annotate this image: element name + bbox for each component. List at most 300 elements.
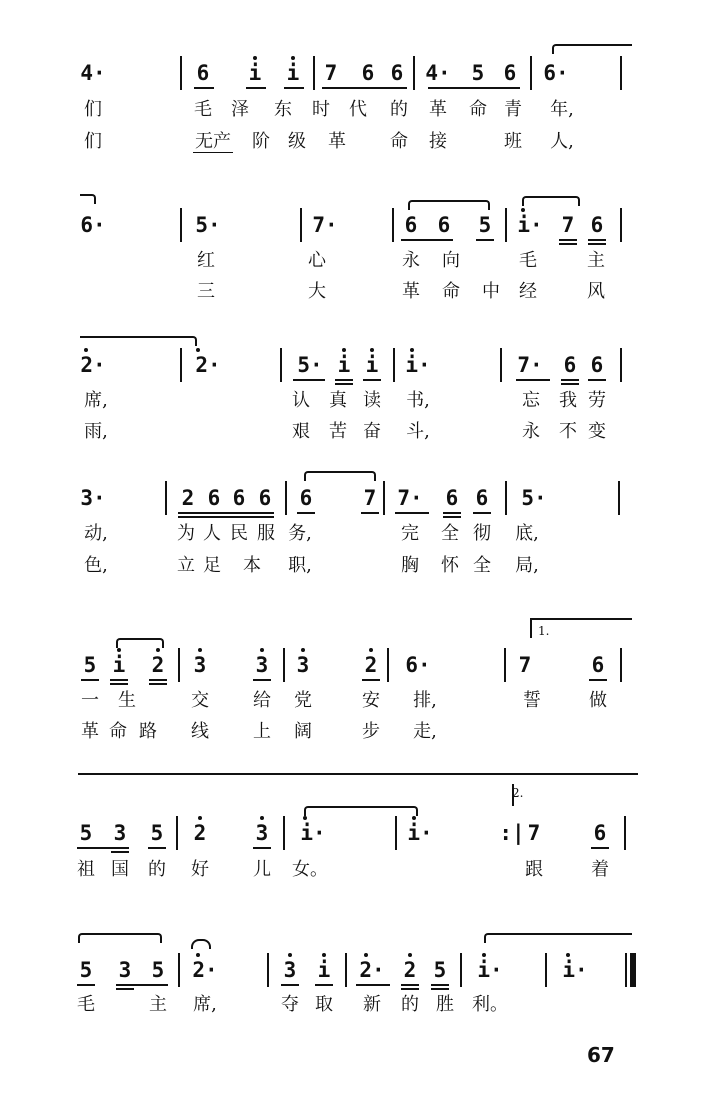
lyric: 生 [118,690,136,711]
note: 2· [80,353,106,377]
lyric: 阶 [252,131,270,152]
underline [253,679,271,681]
note: 4· [425,61,451,85]
barline [165,481,167,515]
note: 6 [258,486,272,510]
underline [281,984,299,986]
lyric: 民 [230,523,248,544]
high-dot [370,348,374,352]
lyric: 书, [406,390,430,411]
lyric: 革 [429,99,447,120]
note: 6 [196,61,210,85]
lyric: 本 [243,555,261,576]
lyric: 取 [315,994,333,1015]
lyric: 三 [197,281,215,302]
lyric: 劳 [588,390,606,411]
tie [552,44,632,54]
underline [149,683,167,685]
note: 5 [151,958,165,982]
lyric: 主 [149,994,167,1015]
high-dot [198,648,202,652]
lyric: 利。 [472,994,508,1015]
lyric: 一 [81,690,99,711]
lyric: 女。 [292,859,328,880]
lyric: 认 [292,390,310,411]
lyric: 青 [504,99,522,120]
underline [193,152,233,153]
note: 7 [561,213,575,237]
underline [443,516,461,518]
lyric: 代 [349,99,367,120]
lyric: 色, [84,555,108,576]
note: i· [477,958,503,982]
note: i· [517,213,543,237]
barline [392,208,394,242]
underline [431,984,449,986]
high-dot [253,56,257,60]
barline [178,648,180,682]
underline [401,984,419,986]
note: 4· [80,61,106,85]
barline [176,816,178,850]
underline [297,512,315,514]
lyric: 命 [442,281,460,302]
note: 5 [79,821,93,845]
lyric: 足 [203,555,221,576]
high-dot [322,953,326,957]
lyric: 革 [81,721,99,742]
lyric: 为 [177,523,195,544]
lyric: 全 [441,523,459,544]
note: 2· [195,353,221,377]
lyric: 儿 [253,859,271,880]
note: 6 [593,821,607,845]
lyric: 上 [253,721,271,742]
underline [431,988,449,990]
note: 3 [193,653,207,677]
barline [345,953,347,987]
note: 2 [403,958,417,982]
lyric: 排, [413,690,437,711]
lyric: 步 [362,721,380,742]
underline [361,512,379,514]
note: 6 [590,213,604,237]
lyric: 国 [111,859,129,880]
lyric: 党 [294,690,312,711]
underline [559,239,577,241]
note: 3 [113,821,127,845]
underline [589,679,607,681]
lyric: 雨, [84,421,108,442]
note: 6· [405,653,431,677]
lyric: 接 [429,131,447,152]
barline [383,481,385,515]
barline [500,348,502,382]
barline [387,648,389,682]
note: 3 [296,653,310,677]
high-dot [303,816,307,820]
note: 3 [255,821,269,845]
underline [81,679,99,681]
barline [620,56,622,90]
lyric: 着 [591,859,609,880]
high-dot [408,953,412,957]
high-dot [196,953,200,957]
barline [393,348,395,382]
lyric: 务, [288,523,312,544]
lyric: 东 [274,99,292,120]
underline [363,379,381,381]
underline [178,512,274,514]
underline [588,239,606,241]
note: 5 [478,213,492,237]
lyric: 艰 [292,421,310,442]
system-2 [0,190,701,310]
lyric: 跟 [525,859,543,880]
lyric: 彻 [473,523,491,544]
tie [116,638,164,648]
note: 7· [397,486,423,510]
note: 6 [207,486,221,510]
note: 7· [517,353,543,377]
lyric: 不 [559,421,577,442]
underline [284,87,304,89]
lyric: 班 [504,131,522,152]
barline [180,56,182,90]
note: 2 [181,486,195,510]
lyric: 人, [550,131,574,152]
fermata-icon [191,939,211,949]
note: 6 [591,653,605,677]
lyric: 斗, [406,421,430,442]
barline [460,953,462,987]
lyric: 命 [390,131,408,152]
underline [401,988,419,990]
lyric: 走, [413,721,437,742]
underline [111,851,129,853]
note: 6 [299,486,313,510]
lyric: 祖 [77,859,95,880]
lyric: 线 [191,721,209,742]
note: 5 [433,958,447,982]
lyric: 时 [312,99,330,120]
note: 5· [297,353,323,377]
high-dot [84,348,88,352]
tie [408,200,490,210]
system-3 [0,330,701,450]
barline [545,953,547,987]
underline [588,379,606,381]
high-dot [196,348,200,352]
lyric: 经 [519,281,537,302]
note: 6· [80,213,106,237]
lyric: 的 [401,994,419,1015]
underline [516,379,550,381]
note: 6 [404,213,418,237]
barline [283,816,285,850]
high-dot [521,208,525,212]
underline [561,379,579,381]
lyric: 好 [191,859,209,880]
tie [522,196,580,206]
note: 6 [437,213,451,237]
lyric: 立 [177,555,195,576]
note: 6 [445,486,459,510]
underline [561,383,579,385]
barline [300,208,302,242]
high-dot [156,648,160,652]
note: i [365,353,379,377]
barline [283,648,285,682]
note: 5 [79,958,93,982]
volta-label: 2. [512,786,524,800]
barline [620,208,622,242]
underline [476,239,494,241]
lyric: 奋 [363,421,381,442]
lyric: 人 [203,523,221,544]
lyric: 毛 [77,994,95,1015]
underline [335,383,353,385]
lyric: 席, [193,994,217,1015]
lyric: 变 [588,421,606,442]
underline [473,512,491,514]
system-1 [0,40,701,150]
barline [620,348,622,382]
barline [505,481,507,515]
lyric: 们 [84,99,102,120]
note: 7 [518,653,532,677]
note: 5 [150,821,164,845]
note: 3 [118,958,132,982]
underline [116,984,168,986]
lyric: 无产 [195,131,231,152]
high-dot [364,953,368,957]
lyric: 的 [390,99,408,120]
note: 6 [503,61,517,85]
lyric: 们 [84,131,102,152]
barline [178,953,180,987]
lyric: 中 [482,281,500,302]
note: 2 [151,653,165,677]
lyric: 底, [515,523,539,544]
tie [78,933,162,943]
barline [625,953,627,987]
note: 2 [193,821,207,845]
lyric: 读 [363,390,381,411]
tie [304,471,376,481]
note: i [286,61,300,85]
note: 6 [361,61,375,85]
lyric: 的 [148,859,166,880]
note: 5· [521,486,547,510]
system-4 [0,465,701,585]
high-dot [291,56,295,60]
page-number: 67 [587,1043,615,1067]
divider-line [78,773,638,775]
lyric: 阔 [294,721,312,742]
lyric: 红 [197,250,215,271]
system-5 [0,610,701,750]
underline [443,512,461,514]
lyric: 毛 [194,99,212,120]
volta-label: 1. [538,624,550,638]
barline [505,208,507,242]
note: 6· [543,61,569,85]
note: 7 [324,61,338,85]
underline [246,87,266,89]
barline [530,56,532,90]
lyric: 职, [288,555,312,576]
underline [148,847,166,849]
note: 7 [527,821,541,845]
lyric: 胜 [436,994,454,1015]
note: 6 [475,486,489,510]
note: i [337,353,351,377]
high-dot [410,348,414,352]
tie [80,194,96,204]
lyric: 新 [363,994,381,1015]
barline [413,56,415,90]
lyric: 胸 [401,555,419,576]
lyric: 给 [253,690,271,711]
note: 6 [390,61,404,85]
lyric: 向 [442,250,460,271]
barline [180,348,182,382]
note: i [317,958,331,982]
lyric: 全 [473,555,491,576]
tie [484,933,632,943]
system-7 [0,925,701,1025]
barline [285,481,287,515]
high-dot [117,648,121,652]
underline [194,87,214,89]
lyric: 革 [328,131,346,152]
underline [428,87,520,89]
lyric: 誓 [523,690,541,711]
note: i· [562,958,588,982]
barline [280,348,282,382]
note: 5· [195,213,221,237]
note: 7· [312,213,338,237]
barline [313,56,315,90]
lyric: 主 [587,250,605,271]
lyric: 泽 [231,99,249,120]
barline [180,208,182,242]
lyric: 苦 [329,421,347,442]
note: i [112,653,126,677]
barline [620,648,622,682]
barline [624,816,626,850]
note: i· [407,821,433,845]
underline [77,847,129,849]
lyric: 交 [191,690,209,711]
barline [267,953,269,987]
underline [116,988,134,990]
lyric: 服 [257,523,275,544]
barline [395,816,397,850]
high-dot [482,953,486,957]
note: 6 [563,353,577,377]
note: 2· [359,958,385,982]
note: i [248,61,262,85]
lyric: 完 [401,523,419,544]
lyric: 级 [288,131,306,152]
lyric: 命 [469,99,487,120]
lyric: 怀 [441,555,459,576]
note: i· [405,353,431,377]
high-dot [342,348,346,352]
underline [362,679,380,681]
note: 3 [255,653,269,677]
lyric: 路 [139,721,157,742]
lyric: 毛 [519,250,537,271]
underline [253,847,271,849]
note: i· [300,821,326,845]
lyric: 真 [329,390,347,411]
lyric: 永 [402,250,420,271]
lyric: 我 [559,390,577,411]
note: 5 [83,653,97,677]
high-dot [260,648,264,652]
system-6 [0,780,701,900]
note: 5 [471,61,485,85]
underline [559,243,577,245]
underline [110,679,128,681]
high-dot [566,953,570,957]
underline [395,512,429,514]
underline [77,984,95,986]
final-barline [630,953,636,987]
underline [335,379,353,381]
underline [149,679,167,681]
note: 6 [232,486,246,510]
lyric: 命 [109,721,127,742]
lyric: 席, [84,390,108,411]
high-dot [412,816,416,820]
note: 7 [363,486,377,510]
underline [356,984,390,986]
underline [293,379,325,381]
underline [588,243,606,245]
underline [401,239,453,241]
tie [80,336,197,346]
lyric: 大 [308,281,326,302]
lyric: 动, [84,523,108,544]
lyric: 心 [308,250,326,271]
lyric: 夺 [281,994,299,1015]
underline [178,516,274,518]
note: 3· [80,486,106,510]
underline [110,683,128,685]
lyric: 安 [362,690,380,711]
underline [315,984,333,986]
lyric: 永 [522,421,540,442]
high-dot [301,648,305,652]
note: 2 [364,653,378,677]
high-dot [260,816,264,820]
barline [504,648,506,682]
tie [304,806,418,816]
note: 2· [192,958,218,982]
high-dot [369,648,373,652]
underline [322,87,407,89]
lyric: 局, [515,555,539,576]
lyric: 忘 [522,390,540,411]
note: :| [499,821,525,845]
underline [591,847,609,849]
lyric: 年, [550,99,574,120]
high-dot [288,953,292,957]
